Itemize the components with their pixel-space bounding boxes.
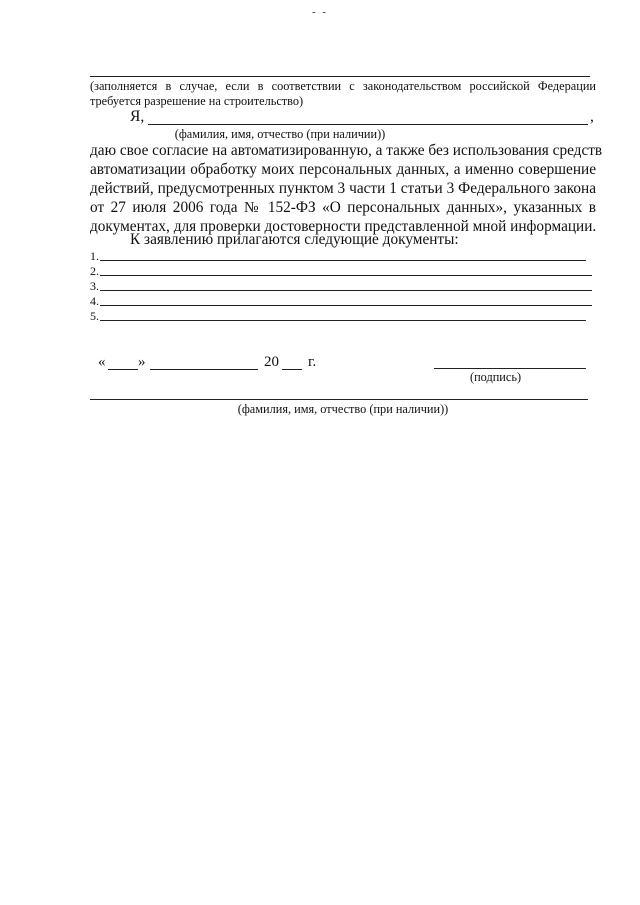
attachment-item xyxy=(90,294,596,309)
ya-label: Я, xyxy=(130,108,145,125)
attachment-item xyxy=(90,249,596,264)
attachment-field[interactable] xyxy=(100,260,586,261)
month-field[interactable] xyxy=(150,369,258,370)
consent-line-4: от 27 июля 2006 года № 152-ФЗ «О персональных данных», указанных в xyxy=(90,199,596,216)
ya-comma: , xyxy=(590,108,594,125)
signature-field[interactable] xyxy=(434,368,586,369)
consent-line-1: даю свое согласие на автоматизированную, а также без использования средств xyxy=(90,142,603,159)
date-quote-close: » xyxy=(138,354,146,370)
consent-line-5: документах, для проверки достоверности представленной мной информации. xyxy=(90,218,597,235)
signature-caption: (подпись) xyxy=(470,370,522,384)
attachment-field[interactable] xyxy=(100,320,586,321)
attachment-field[interactable] xyxy=(100,305,592,306)
note-line-2: требуется разрешение на строительство) xyxy=(90,94,304,108)
attachment-number: 5. xyxy=(90,309,99,323)
attachment-number: 3. xyxy=(90,279,99,293)
consent-line-2: автоматизации обработку моих персональных данных, а именно совершение xyxy=(90,161,596,178)
attachments-list xyxy=(90,249,596,324)
applicant-name-field[interactable] xyxy=(148,124,588,125)
attachments-heading: К заявлению прилагаются следующие документы: xyxy=(130,231,459,248)
fio-caption-top: (фамилия, имя, отчество (при наличии)) xyxy=(174,127,386,141)
year-prefix: 20 xyxy=(264,354,279,370)
attachment-field[interactable] xyxy=(100,275,592,276)
date-quote-open: « xyxy=(98,354,106,370)
day-field[interactable] xyxy=(108,369,138,370)
page-number: - - xyxy=(311,6,329,18)
year-suffix: г. xyxy=(308,354,317,370)
fio-caption-bottom: (фамилия, имя, отчество (при наличии)) xyxy=(237,402,449,416)
applicant-name-row xyxy=(130,108,596,126)
attachment-number: 2. xyxy=(90,264,99,278)
attachment-number: 1. xyxy=(90,249,99,263)
attachment-item xyxy=(90,309,596,324)
year-field[interactable] xyxy=(282,369,302,370)
blank-line-top[interactable] xyxy=(90,76,590,77)
name-field-bottom[interactable] xyxy=(90,399,588,400)
attachment-field[interactable] xyxy=(100,290,592,291)
attachment-item xyxy=(90,264,596,279)
consent-paragraph xyxy=(90,141,603,236)
note-line-1: (заполняется в случае, если в соответствии с законодательством российской Федерации xyxy=(90,79,596,93)
attachment-number: 4. xyxy=(90,294,99,308)
consent-line-3: действий, предусмотренных пунктом 3 части 1 статьи 3 Федерального закона xyxy=(90,180,596,197)
attachment-item xyxy=(90,279,596,294)
